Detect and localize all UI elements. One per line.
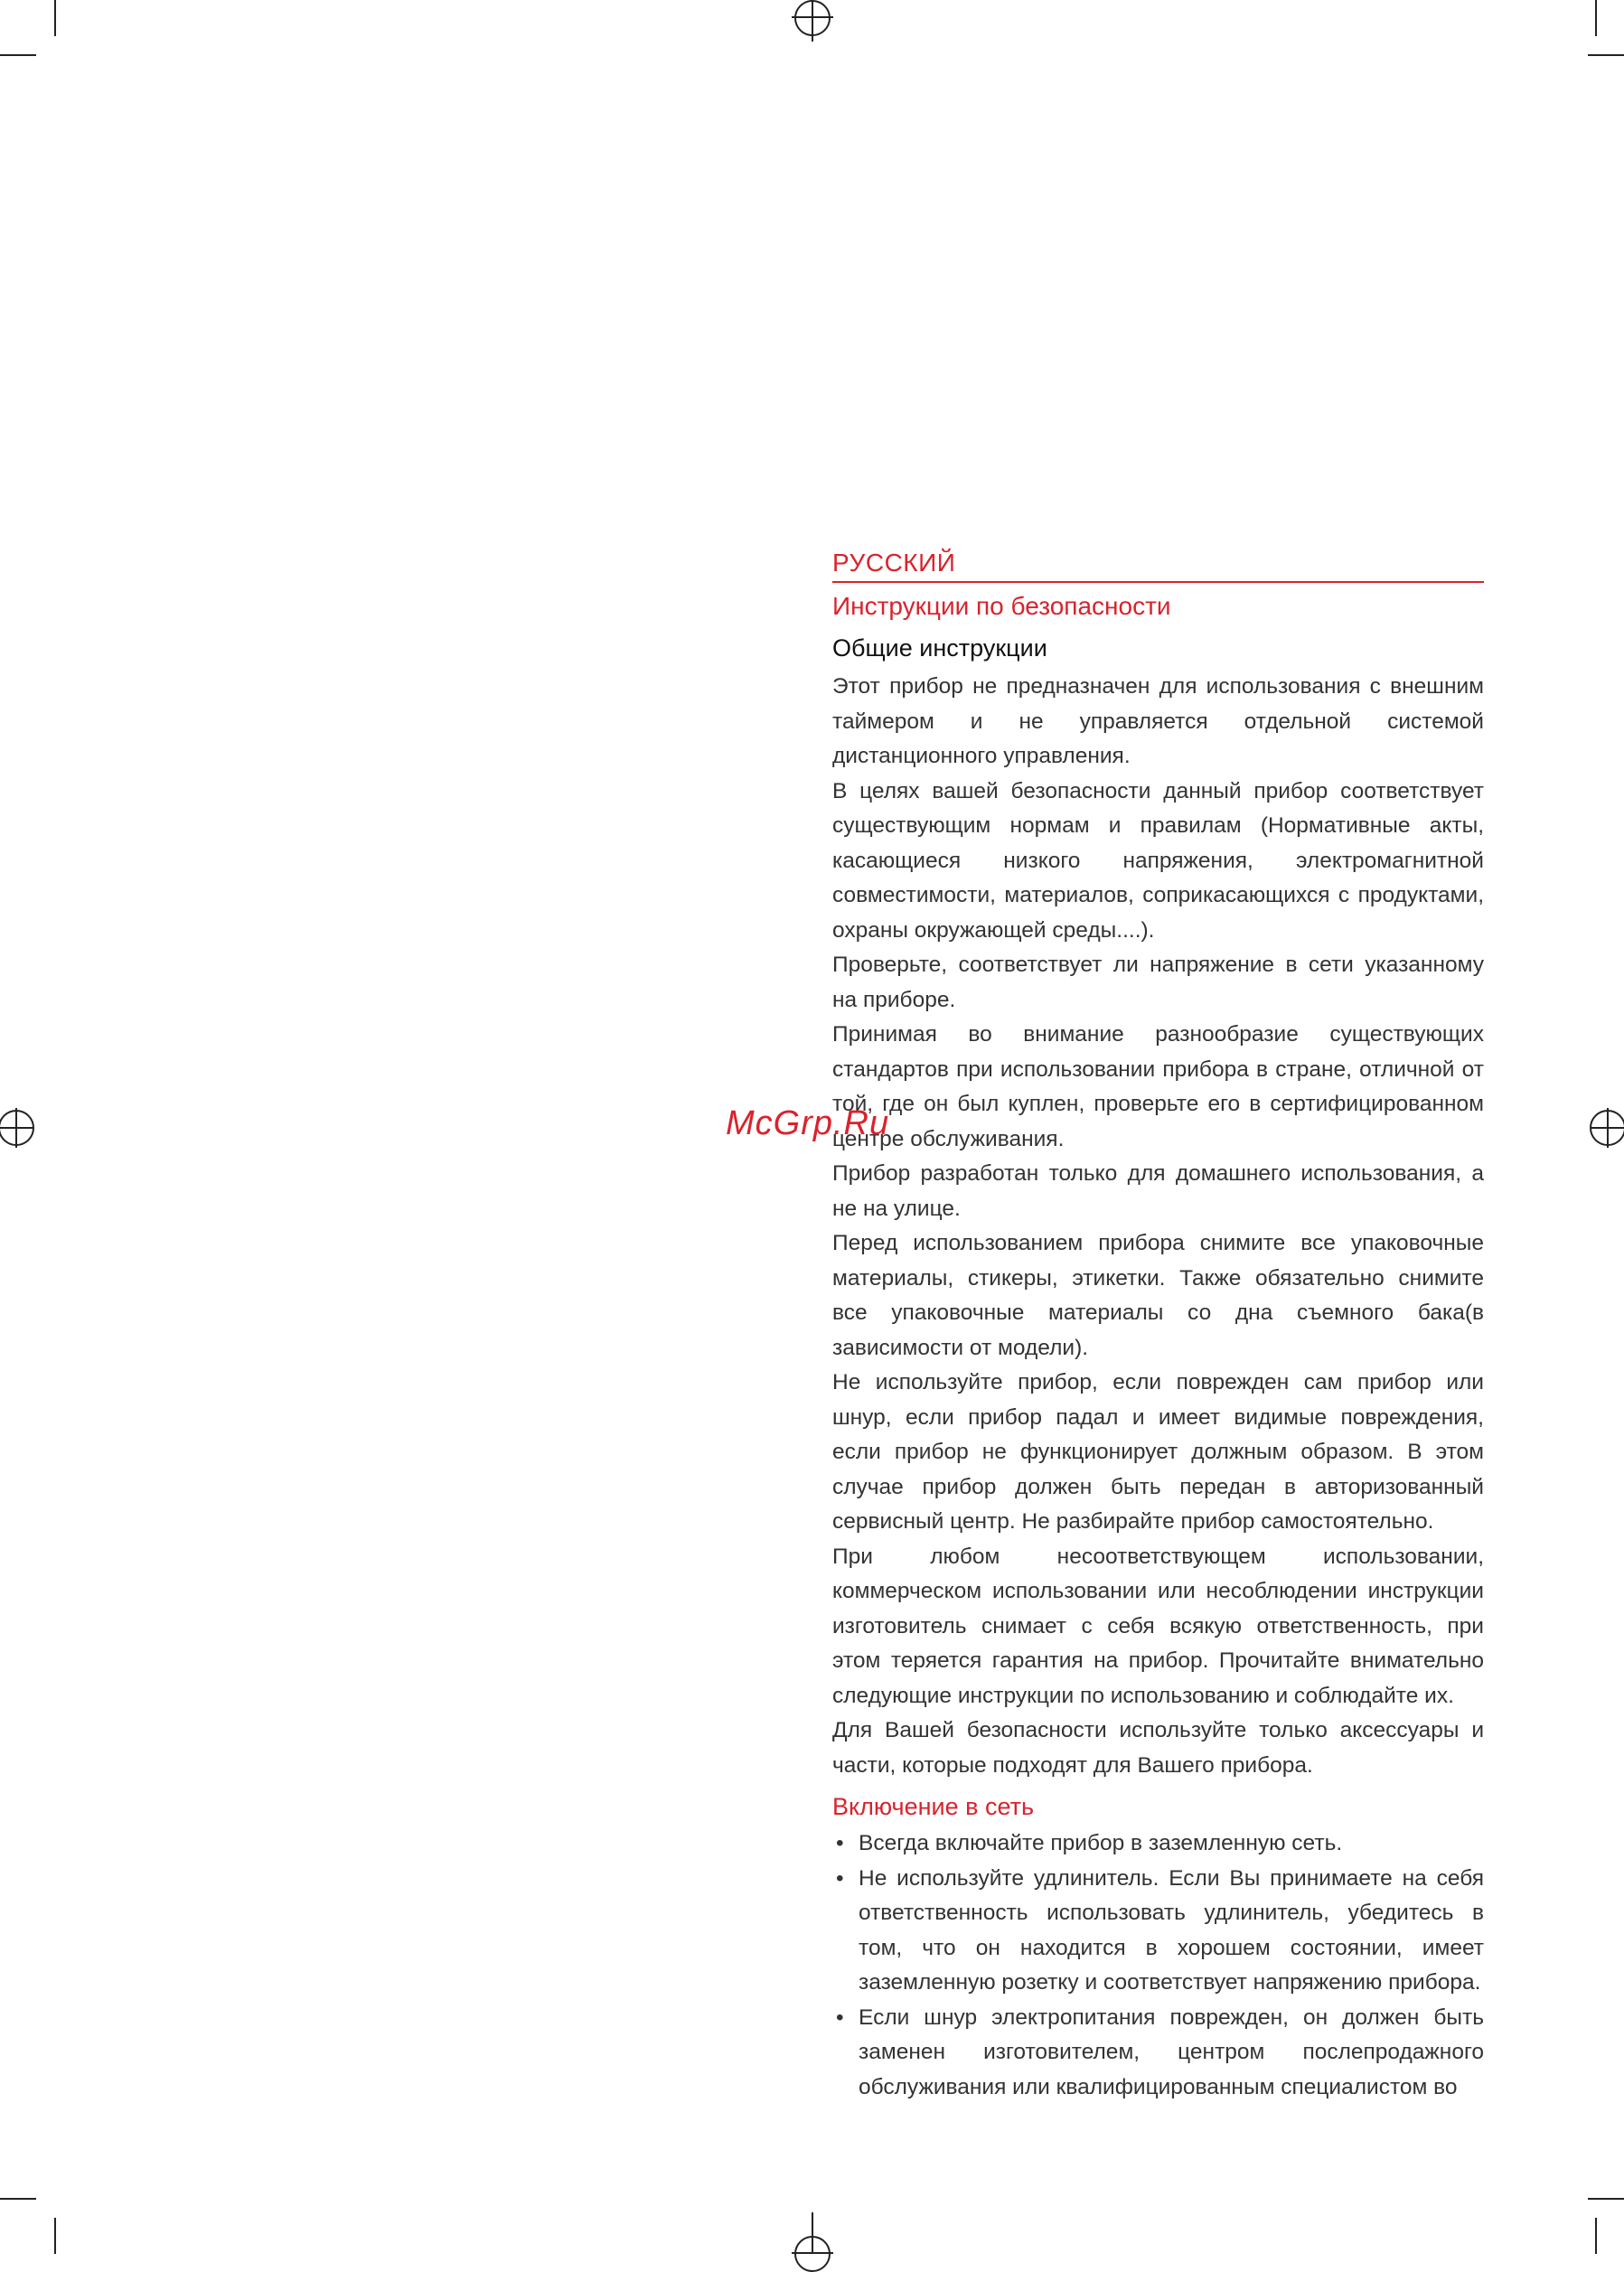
paragraph: Проверьте, соответствует ли напряжение в сети указанному на приборе. xyxy=(832,953,1484,1012)
paragraph: Принимая во внимание разнообразие существующих стандартов при использовании прибора в стране, отличной от той, где он был куплен, проверьте его в сертифицированном центре обслуживания. xyxy=(832,1022,1484,1151)
paragraph: Этот прибор не предназначен для использования с внешним таймером и не управляется отдельной системой дистанционного управления. xyxy=(832,674,1484,768)
plugging-heading: Включение в сеть xyxy=(832,1793,1035,1820)
paragraph: Для Вашей безопасности используйте только аксессуары и части, которые подходят для Вашего прибора. xyxy=(832,1718,1484,1778)
list-item-text: Не используйте удлинитель. Если Вы принимаете на себя ответственность использовать удлинитель, убедитесь в том, что он находится в хорошем состоянии, имеет заземленную розетку и соответствует напряжению прибора. xyxy=(859,1865,1484,1995)
content-column xyxy=(832,545,1484,2105)
language-label: РУССКИЙ xyxy=(832,549,956,577)
bullet-icon: • xyxy=(836,1831,844,1855)
section-title: Инструкции по безопасности xyxy=(832,592,1171,620)
watermark: McGrp.Ru xyxy=(726,1104,890,1142)
paragraph: В целях вашей безопасности данный прибор соответствует существующим нормам и правилам (Нормативные акты, касающиеся низкого напряжения, электромагнитной совместимости, материалов, соприкасающихся с продуктами, охраны окружающей среды....). xyxy=(832,778,1484,943)
paragraph: Перед использованием прибора снимите все упаковочные материалы, стикеры, этикетки. Также обязательно снимите все упаковочные материалы со дна съемного бака(в зависимости от модели). xyxy=(832,1231,1484,1360)
bullet-icon: • xyxy=(836,2004,844,2030)
general-paragraphs xyxy=(832,670,1484,1783)
paragraph: При любом несоответствующем использовании, коммерческом использовании или несоблюдении инструкции изготовитель снимает с себя всякую ответственность, при этом теряется гарантия на прибор. Прочитайте внимательно следующие инструкции по использованию и соблюдайте их. xyxy=(832,1544,1484,1708)
general-heading: Общие инструкции xyxy=(832,634,1047,662)
list-item xyxy=(832,1826,1484,1862)
header-divider xyxy=(832,581,1484,583)
list-item xyxy=(832,1862,1484,2001)
list-item xyxy=(832,2001,1484,2106)
list-item-text: Всегда включайте прибор в заземленную сеть. xyxy=(859,1831,1343,1855)
list-item-text: Если шнур электропитания поврежден, он должен быть заменен изготовителем, центром послепродажного обслуживания или квалифицированным специалистом во xyxy=(859,2004,1484,2099)
paragraph: Не используйте прибор, если поврежден сам прибор или шнур, если прибор падал и имеет видимые повреждения, если прибор не функционирует должным образом. В этом случае прибор должен быть передан в авторизованный сервисный центр. Не разбирайте прибор самостоятельно. xyxy=(832,1370,1484,1534)
bullet-icon: • xyxy=(836,1865,844,1891)
plugging-list xyxy=(832,1826,1484,2105)
paragraph: Прибор разработан только для домашнего использования, а не на улице. xyxy=(832,1161,1484,1221)
